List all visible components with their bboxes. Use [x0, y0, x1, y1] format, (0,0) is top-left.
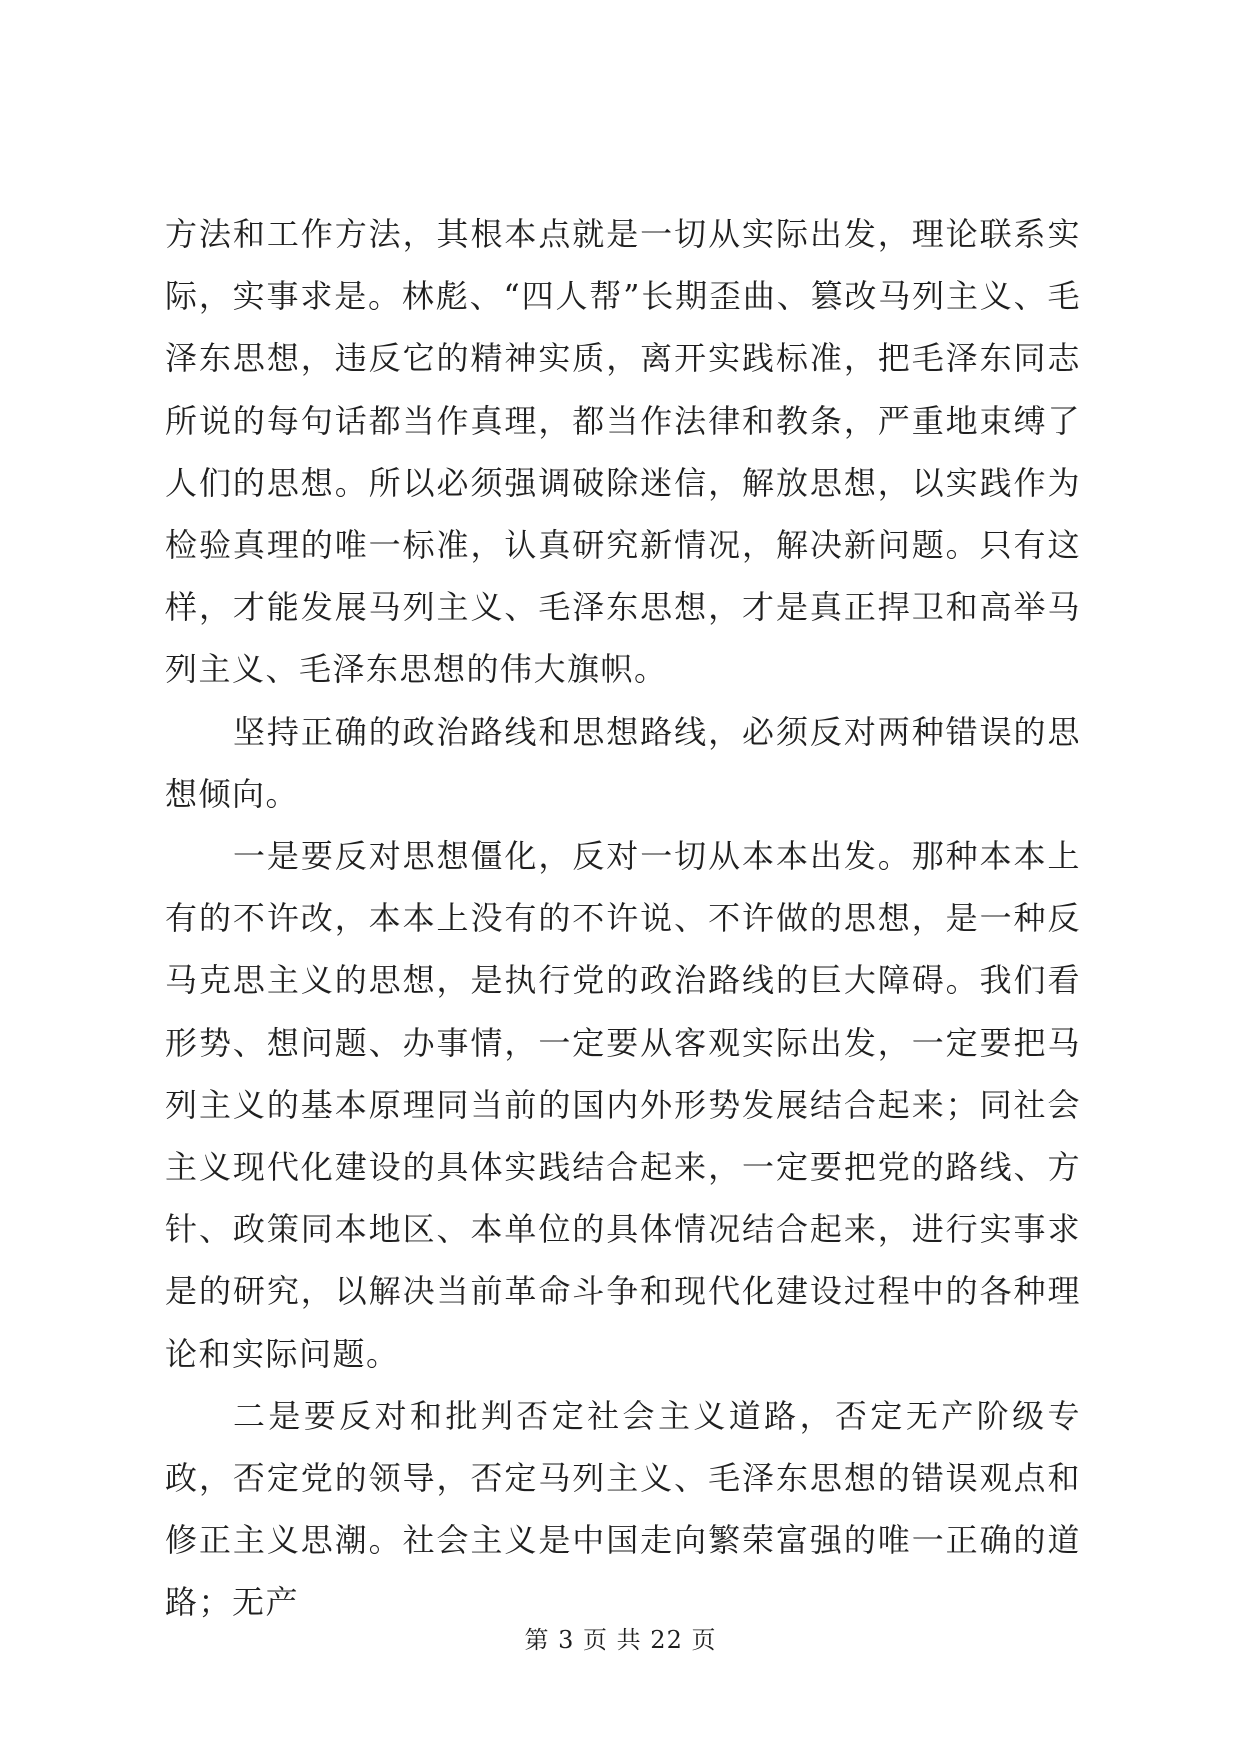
paragraph-4: 二是要反对和批判否定社会主义道路，否定无产阶级专政，否定党的领导，否定马列主义、毛泽东思想的错误观点和修正主义思潮。社会主义是中国走向繁荣富强的唯一正确的道路；无产 [165, 1396, 1081, 1622]
paragraph-3: 一是要反对思想僵化，反对一切从本本出发。那种本本上有的不许改，本本上没有的不许说、不许做的思想，是一种反马克思主义的思想，是执行党的政治路线的巨大障碍。我们看形势、想问题、办事情，一定要从客观实际出发，一定要把马列主义的基本原理同当前的国内外形势发展结合起来；同社会主义现代化建设的具体实践结合起来，一定要把党的路线、方针、政策同本地区、本单位的具体情况结合起来，进行实事求是的研究，以解决当前革命斗争和现代化建设过程中的各种理论和实际问题。 [165, 837, 1081, 1373]
paragraph-1: 方法和工作方法，其根本点就是一切从实际出发，理论联系实际，实事求是。林彪、“四人帮”长期歪曲、篡改马列主义、毛泽东思想，违反它的精神实质，离开实践标准，把毛泽东同志所说的每句话都当作真理，都当作法律和教条，严重地束缚了人们的思想。所以必须强调破除迷信，解放思想，以实践作为检验真理的唯一标准，认真研究新情况，解决新问题。只有这样，才能发展马列主义、毛泽东思想，才是真正捍卫和高举马列主义、毛泽东思想的伟大旗帜。 [165, 215, 1081, 689]
paragraph-2: 坚持正确的政治路线和思想路线，必须反对两种错误的思想倾向。 [165, 712, 1081, 813]
page-footer: 第 3 页 共 22 页 [524, 1626, 717, 1654]
body-text [165, 203, 1081, 1634]
